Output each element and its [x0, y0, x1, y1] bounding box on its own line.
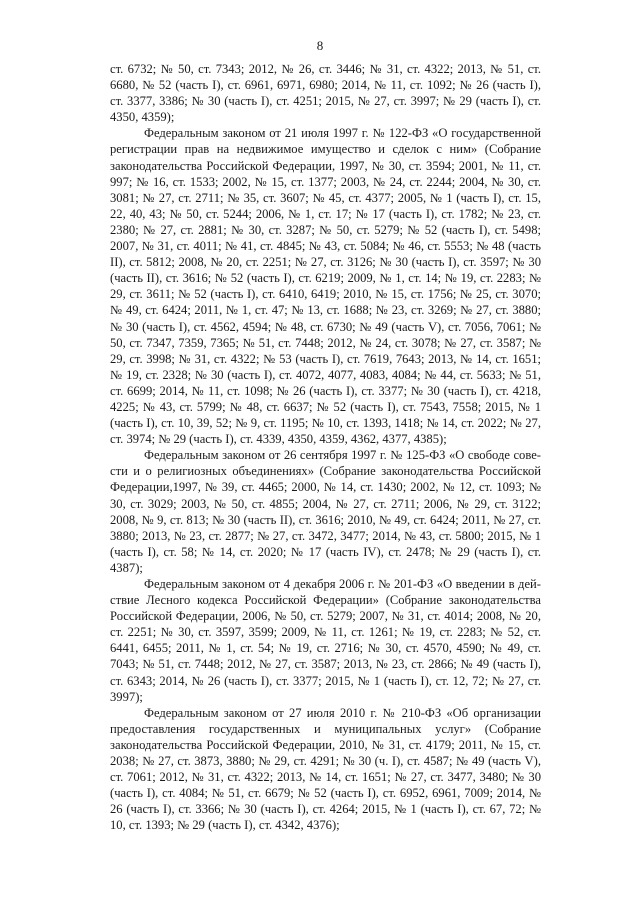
- paragraph-law-201-fz: Федеральным законом от 4 декабря 2006 г. № 201-ФЗ «О введении в действие Лесного кодекса Российской Федерации» (Собрание законодательства Российской Федерации, 2006, № 50, ст. 5279; 2007, № 31, ст. 4014; 2008, № 20, ст. 2251; № 30, ст. 3597, 3599; 2009, № 11, ст. 1261; № 19, ст. 2283; № 52, ст. 6441, 6455; 2011, № 1, ст. 54; № 19, ст. 2716; № 30, ст. 4570, 4590; № 49, ст. 7043; № 51, ст. 7448; 2012, № 27, ст. 3587; 2013, № 23, ст. 2866; № 49 (часть I), ст. 6343; 2014, № 26 (часть I), ст. 3377; 2015, № 1 (часть I), ст. 12, 72; № 27, ст. 3997);: [110, 577, 541, 704]
- page-number: 8: [316, 38, 324, 53]
- paragraph-law-125-fz: Федеральным законом от 26 сентября 1997 г. № 125-ФЗ «О свободе совести и о религиозных объединениях» (Собрание законодательства Российской Федерации,1997, № 39, ст. 4465; 2000, № 14, ст. 1430; 2002, № 12, ст. 1093; № 30, ст. 3029; 2003, № 50, ст. 4855; 2004, № 27, ст. 2711; 2006, № 29, ст. 3122; 2008, № 9, ст. 813; № 30 (часть II), ст. 3616; 2010, № 49, ст. 6424; 2011, № 27, ст. 3880; 2013, № 23, ст. 2877; № 27, ст. 3472, 3477; 2014, № 43, ст. 5800; 2015, № 1 (часть I), ст. 58; № 14, ст. 2020; № 17 (часть IV), ст. 2478; № 29 (часть I), ст. 4387);: [110, 448, 541, 575]
- paragraph-continuation: ст. 6732; № 50, ст. 7343; 2012, № 26, ст. 3446; № 31, ст. 4322; 2013, № 51, ст. 6680, № 52 (часть I), ст. 6961, 6971, 6980; 2014, № 11, ст. 1092; № 26 (часть I), ст. 3377, 3386; № 30 (часть I), ст. 4251; 2015, № 27, ст. 3997; № 29 (часть I), ст. 4350, 4359);: [110, 62, 541, 125]
- paragraph-law-122-fz: Федеральным законом от 21 июля 1997 г. № 122-ФЗ «О государственной регистрации прав на недвижимое имущество и сделок с ним» (Собрание законодательства Российской Федерации, 1997, № 30, ст. 3594; 2001, № 11, ст. 997; № 16, ст. 1533; 2002, № 15, ст. 1377; 2003, № 24, ст. 2244; 2004, № 30, ст. 3081; № 27, ст. 2711; № 35, ст. 3607; № 45, ст. 4377; 2005, № 1 (часть I), ст. 15, 22, 40, 43; № 50, ст. 5244; 2006, № 1, ст. 17; № 17 (часть I), ст. 1782; № 23, ст. 2380; № 27, ст. 2881; № 30, ст. 3287; № 50, ст. 5279; № 52 (часть I), ст. 5498; 2007, № 31, ст. 4011; № 41, ст. 4845; № 43, ст. 5084; № 46, ст. 5553; № 48 (часть II), ст. 5812; 2008, № 20, ст. 2251; № 27, ст. 3126; № 30 (часть I), ст. 3597; № 30 (часть II), ст. 3616; № 52 (часть I), ст. 6219; 2009, № 1, ст. 14; № 19, ст. 2283; № 29, ст. 3611; № 52 (часть I), ст. 6410, 6419; 2010, № 15, ст. 1756; № 25, ст. 3070; № 49, ст. 6424; 2011, № 1, ст. 47; № 13, ст. 1688; № 23, ст. 3269; № 27, ст. 3880; № 30 (часть I), ст. 4562, 4594; № 48, ст. 6730; № 49 (часть V), ст. 7056, 7061; № 50, ст. 7347, 7359, 7365; № 51, ст. 7448; 2012, № 24, ст. 3078; № 27, ст. 3587; № 29, ст. 3998; № 31, ст. 4322; № 53 (часть I), ст. 7619, 7643; 2013, № 14, ст. 1651; № 19, ст. 2328; № 30 (часть I), ст. 4072, 4077, 4083, 4084; № 44, ст. 5633; № 51, ст. 6699; 2014, № 11, ст. 1098; № 26 (часть I), ст. 3377; № 30 (часть I), ст. 4218, 4225; № 43, ст. 5799; № 48, ст. 6637; № 52 (часть I), ст. 7543, 7558; 2015, № 1 (часть I), ст. 10, 39, 52; № 9, ст. 1195; № 10, ст. 1393, 1418; № 14, ст. 2022; № 27, ст. 3974; № 29 (часть I), ст. 4339, 4350, 4359, 4362, 4377, 4385);: [110, 126, 541, 447]
- document-body: [110, 61, 541, 834]
- paragraph-law-210-fz: Федеральным законом от 27 июля 2010 г. № 210-ФЗ «Об организации предоставления государственных и муниципальных услуг» (Собрание законодательства Российской Федерации, 2010, № 31, ст. 4179; 2011, № 15, ст. 2038; № 27, ст. 3873, 3880; № 29, ст. 4291; № 30 (ч. I), ст. 4587; № 49 (часть V), ст. 7061; 2012, № 31, ст. 4322; 2013, № 14, ст. 1651; № 27, ст. 3477, 3480; № 30 (часть I), ст. 4084; № 51, ст. 6679; № 52 (часть I), ст. 6952, 6961, 7009; 2014, № 26 (часть I), ст. 3366; № 30 (часть I), ст. 4264; 2015, № 1 (часть I), ст. 67, 72; № 10, ст. 1393; № 29 (часть I), ст. 4342, 4376);: [110, 705, 541, 833]
